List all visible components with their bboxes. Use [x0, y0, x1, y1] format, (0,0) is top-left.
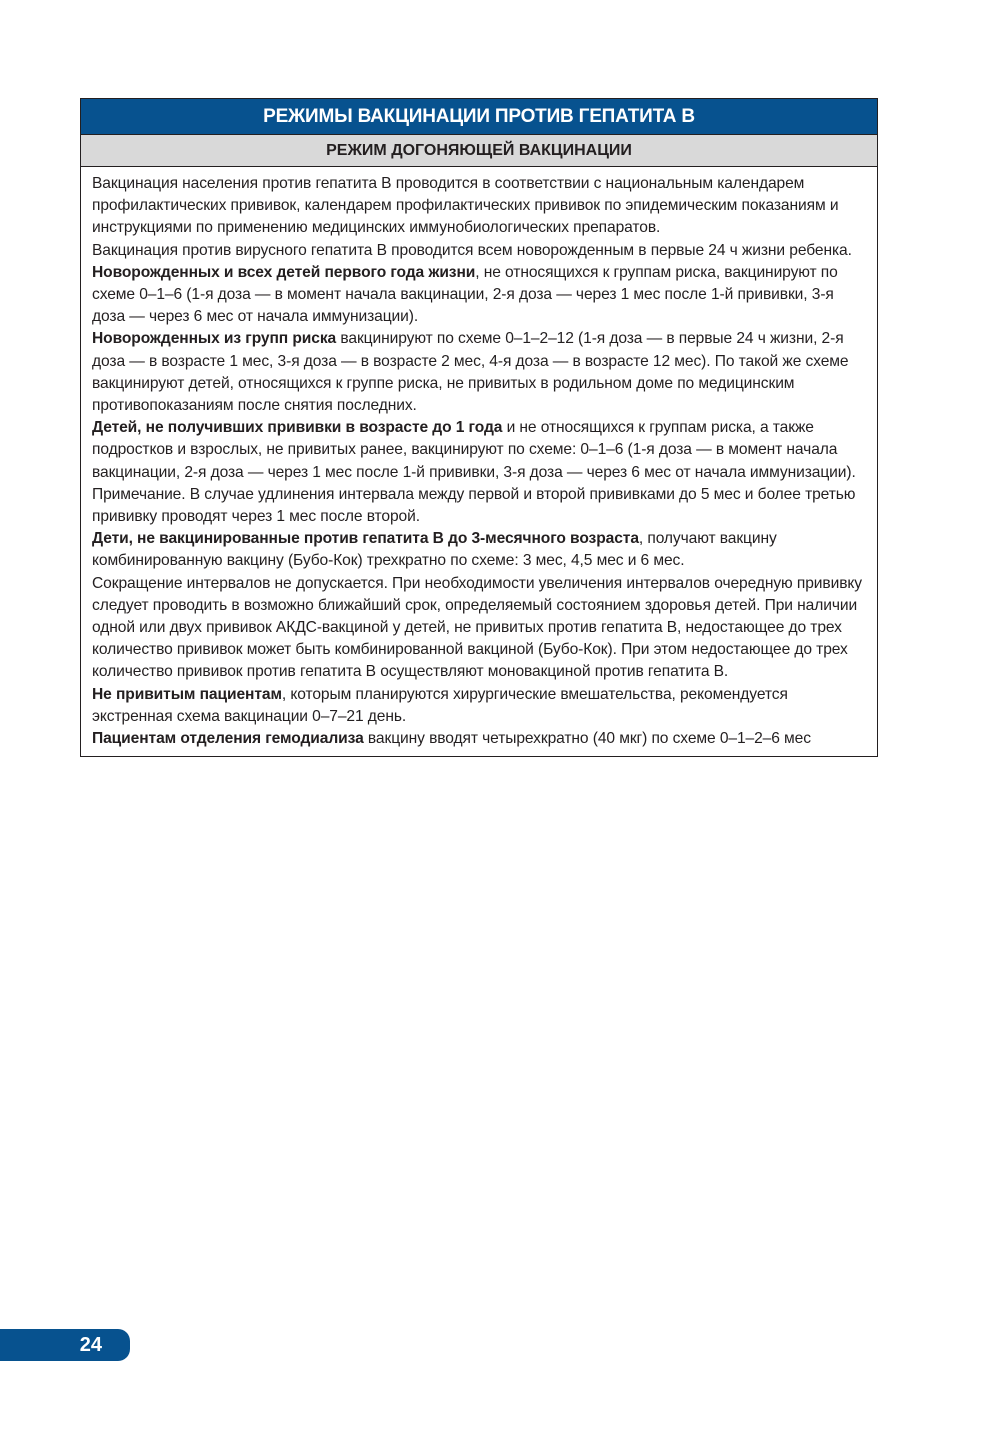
- paragraph-newborns-first-year: Новорожденных и всех детей первого года жизни, не относящихся к группам риска, вакцинируют по схеме 0–1–6 (1-я доза — в момент начала вакцинации, 2-я доза — через 1 мес после 1-й прививки, 3-я доза — через 6 мес от начала иммунизации).: [92, 263, 838, 326]
- paragraph-lead-bold: Новорожденных из групп риска: [92, 330, 337, 348]
- paragraph-lead-bold: Пациентам отделения гемодиализа: [92, 730, 364, 748]
- paragraph-lead-bold: Новорожденных и всех детей первого года жизни: [92, 263, 476, 281]
- paragraph-lead-bold: Дети, не вакцинированные против гепатита В до 3-месячного возраста: [92, 530, 639, 548]
- paragraph-lead-bold: Не привитым пациентам: [92, 685, 282, 703]
- paragraph-note: Примечание. В случае удлинения интервала между первой и второй прививками до 5 мес и более третью прививку проводят через 1 мес после второй.: [92, 485, 856, 526]
- vaccination-regimens-table: [80, 98, 878, 757]
- paragraph-national-calendar: Вакцинация населения против гепатита В проводится в соответствии с национальным календарем профилактических прививок, календарем профилактических прививок по эпидемическим показаниям и инструкциями по применению медицинских иммунобиологических препаратов.: [92, 175, 839, 237]
- table-subtitle: РЕЖИМ ДОГОНЯЮЩЕЙ ВАКЦИНАЦИИ: [81, 135, 877, 167]
- paragraph-lead-bold: Детей, не получивших прививки в возрасте до 1 года: [92, 419, 503, 437]
- paragraph-intervals: Сокращение интервалов не допускается. При необходимости увеличения интервалов очередную прививку следует проводить в возможно ближайший срок, определяемый состоянием здоровья детей. При наличии одной или двух прививок АКДС-вакциной у детей, не привитых против гепатита В, недостающее до трех количество прививок может быть комбинированной вакциной (Бубо-Кок). При этом недостающее до трех количество прививок против гепатита В осуществляют моновакциной против гепатита В.: [92, 574, 862, 681]
- paragraph-hemodialysis: Пациентам отделения гемодиализа вакцину вводят четырехкратно (40 мкг) по схеме 0–1–2–6 мес: [92, 730, 811, 748]
- page-number: 24: [0, 1329, 130, 1361]
- table-title: РЕЖИМЫ ВАКЦИНАЦИИ ПРОТИВ ГЕПАТИТА В: [81, 99, 877, 135]
- paragraph-children-3-months: Дети, не вакцинированные против гепатита В до 3-месячного возраста, получают вакцину комбинированную вакцину (Бубо-Кок) трехкратно по схеме: 3 мес, 4,5 мес и 6 мес.: [92, 530, 777, 570]
- paragraph-newborns-24h: Вакцинация против вирусного гепатита В проводится всем новорожденным в первые 24 ч жизни ребенка.: [92, 241, 852, 259]
- paragraph-newborns-risk-groups: Новорожденных из групп риска вакцинируют по схеме 0–1–2–12 (1-я доза — в первые 24 ч жизни, 2-я доза — в возрасте 1 мес, 3-я доза — в возрасте 2 мес, 4-я доза — в возрасте 12 мес). По такой же схеме вакцинируют детей, относящихся к группе риска, не привитых в родильном доме по медицинским противопоказаниям после снятия последних.: [92, 330, 849, 415]
- paragraph-surgery-patients: Не привитым пациентам, которым планируются хирургические вмешательства, рекомендуется экстренная схема вакцинации 0–7–21 день.: [92, 685, 788, 725]
- table-content: [81, 167, 877, 756]
- paragraph-children-not-vaccinated-1-year: Детей, не получивших прививки в возрасте до 1 года и не относящихся к группам риска, а также подростков и взрослых, не привитых ранее, вакцинируют по схеме: 0–1–6 (1-я доза — в момент начала вакцинации, 2-я доза — через 1 мес после 1-й прививки, 3-я доза — через 6 мес от начала иммунизации).: [92, 419, 856, 481]
